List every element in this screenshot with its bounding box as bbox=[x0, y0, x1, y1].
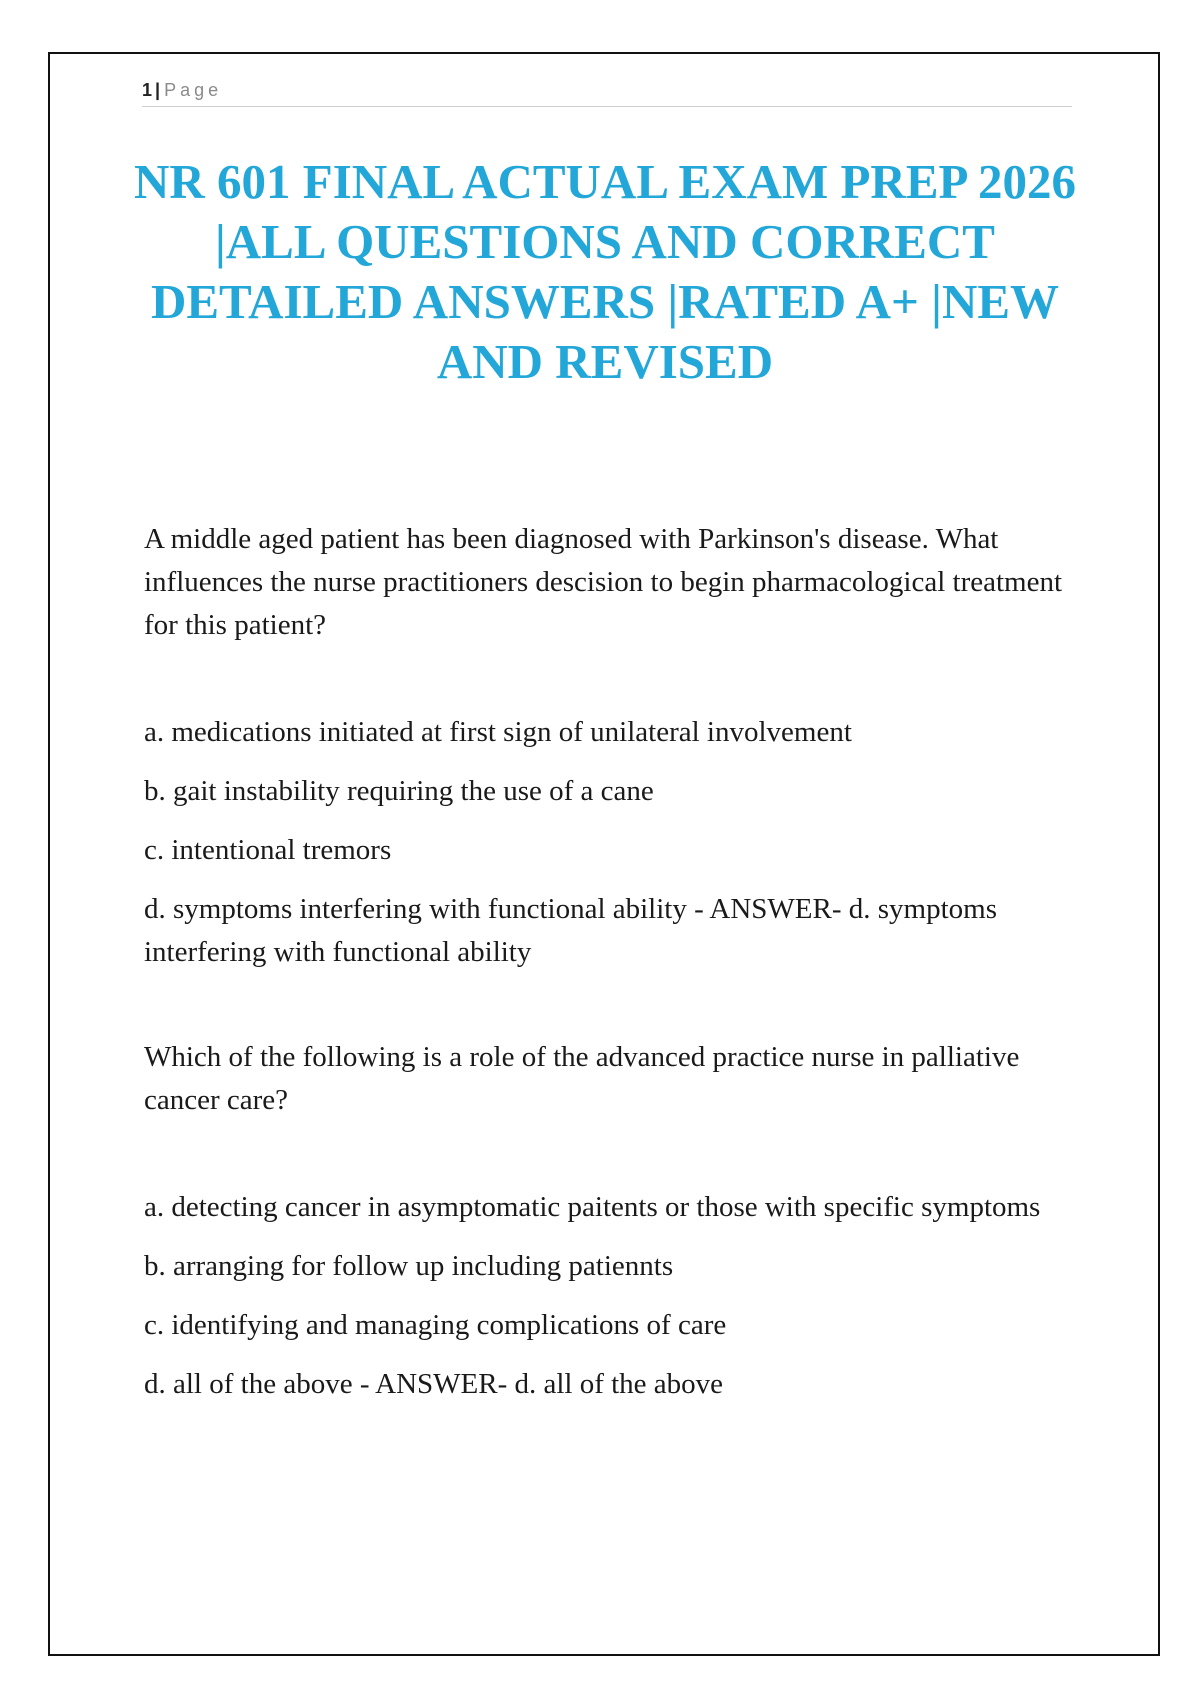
question-block-2 bbox=[144, 1036, 1084, 1406]
page-number: 1 bbox=[142, 80, 153, 100]
answer-option-a: a. medications initiated at first sign of unilateral involvement bbox=[144, 716, 852, 748]
answer-option-a: a. detecting cancer in asymptomatic paitents or those with specific symptoms bbox=[144, 1191, 1041, 1223]
question-block-1 bbox=[144, 518, 1084, 974]
page-label: Page bbox=[164, 80, 223, 100]
page-separator: | bbox=[155, 80, 161, 100]
questions-content bbox=[144, 518, 1084, 1468]
answer-option-d: d. symptoms interfering with functional ability - ANSWER- d. symptoms interfering with functional ability bbox=[144, 893, 998, 968]
document-title: NR 601 FINAL ACTUAL EXAM PREP 2026 |ALL QUESTIONS AND CORRECT DETAILED ANSWERS |RATED A+ |NEW AND REVISED bbox=[134, 154, 1076, 389]
page-header bbox=[142, 80, 1072, 107]
answer-option-b: b. arranging for follow up including patiennts bbox=[144, 1250, 674, 1282]
answer-option-c: c. identifying and managing complications of care bbox=[144, 1309, 727, 1341]
question-text: A middle aged patient has been diagnosed with Parkinson's disease. What influences the nurse practitioners descision to begin pharmacological treatment for this patient? bbox=[144, 523, 1063, 641]
document-page bbox=[48, 52, 1160, 1656]
answer-option-c: c. intentional tremors bbox=[144, 834, 392, 866]
question-text: Which of the following is a role of the advanced practice nurse in palliative cancer care? bbox=[144, 1041, 1020, 1116]
answer-option-d: d. all of the above - ANSWER- d. all of the above bbox=[144, 1368, 724, 1400]
answer-option-b: b. gait instability requiring the use of a cane bbox=[144, 775, 654, 807]
